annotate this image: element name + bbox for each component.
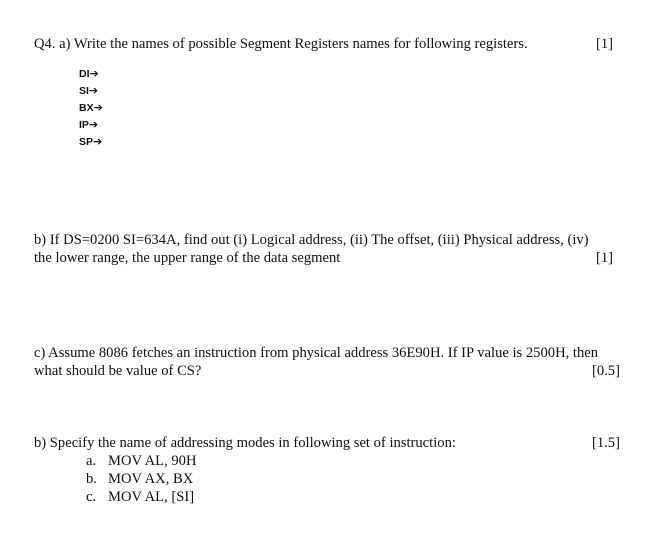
question-b1-line1: b) If DS=0200 SI=634A, find out (i) Logical address, (ii) The offset, (iii) Physical address, (iv) xyxy=(34,232,589,248)
register-name: DI xyxy=(79,68,90,80)
arrow-right-icon: ➔ xyxy=(88,119,99,131)
instruction-item xyxy=(86,453,197,470)
instruction-label: c. xyxy=(86,489,97,505)
register-item xyxy=(79,135,102,148)
register-name: BX xyxy=(79,102,94,114)
instruction-item xyxy=(86,489,194,506)
instruction-text: MOV AL, [SI] xyxy=(108,489,195,505)
register-name: IP xyxy=(79,119,89,131)
register-item xyxy=(79,101,103,114)
instruction-text: MOV AL, 90H xyxy=(108,453,197,469)
question-a-marks: [1] xyxy=(596,36,614,52)
question-b2-marks: [1.5] xyxy=(592,435,620,451)
arrow-right-icon: ➔ xyxy=(93,102,103,114)
question-b1-line2: the lower range, the upper range of the data segment xyxy=(34,250,341,266)
instruction-label: b. xyxy=(86,471,97,487)
register-item xyxy=(79,118,98,131)
register-item xyxy=(79,84,98,97)
register-name: SI xyxy=(79,85,89,97)
arrow-right-icon: ➔ xyxy=(93,136,103,148)
question-a-text: Q4. a) Write the names of possible Segment Registers names for following registers. xyxy=(34,36,528,52)
question-b2-text: b) Specify the name of addressing modes in following set of instruction: xyxy=(34,435,456,451)
register-item xyxy=(79,67,99,80)
question-b1-marks: [1] xyxy=(596,250,614,266)
arrow-right-icon: ➔ xyxy=(89,68,99,80)
question-c-line2: what should be value of CS? xyxy=(34,363,202,379)
register-name: SP xyxy=(79,136,94,148)
question-c-marks: [0.5] xyxy=(592,363,620,379)
arrow-right-icon: ➔ xyxy=(88,85,99,97)
question-c-line1: c) Assume 8086 fetches an instruction from physical address 36E90H. If IP value is 2500H, then xyxy=(34,345,599,361)
instruction-item xyxy=(86,471,193,488)
instruction-text: MOV AX, BX xyxy=(108,471,194,487)
instruction-label: a. xyxy=(86,453,97,469)
